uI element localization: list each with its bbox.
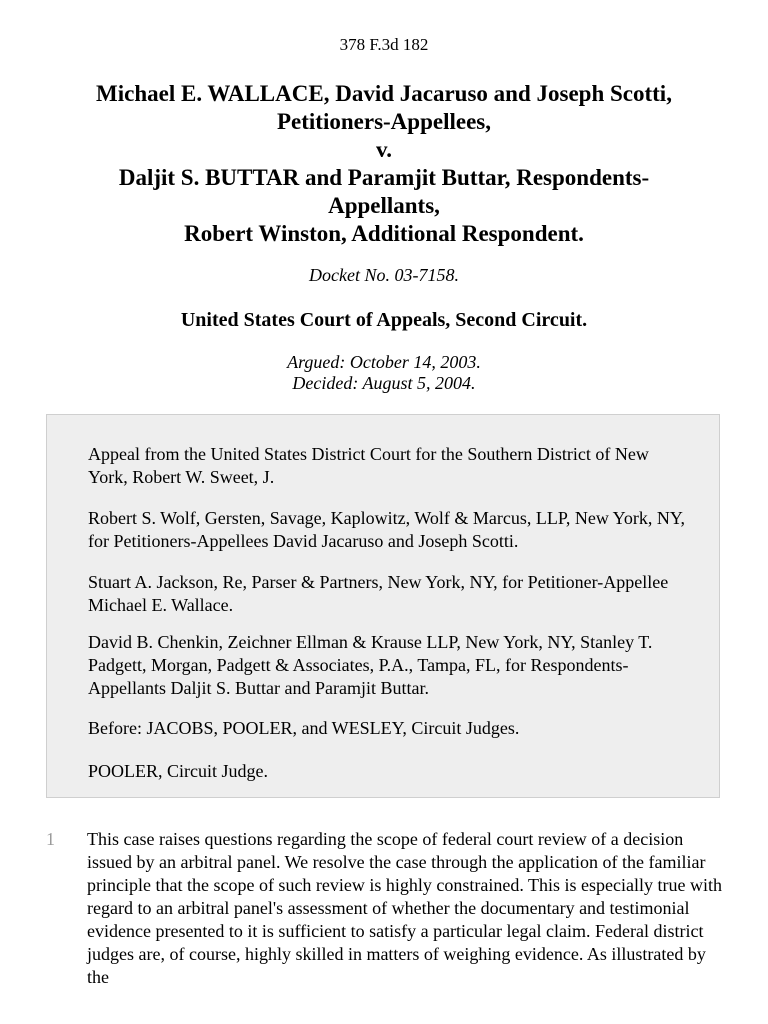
decided-date: Decided: August 5, 2004. bbox=[292, 373, 476, 393]
appeal-from-text: Appeal from the United States District Court for the Southern District of New York, Robert W. Sweet, J. bbox=[88, 444, 649, 487]
caption-additional-respondent: Robert Winston, Additional Respondent. bbox=[184, 221, 584, 246]
court-name: United States Court of Appeals, Second Circuit. bbox=[180, 309, 588, 331]
caption-respondents-role: Appellants, bbox=[328, 193, 440, 218]
paragraph-text: This case raises questions regarding the scope of federal court review of a decision issued by an arbitral panel. We resolve the case through the application of the familiar principle that the scope of such review is highly constrained. This is especially true with regard to an arbitral panel's assessment of whether the documentary and testimonial evidence presented to it is sufficient to satisfy a particular legal claim. Federal district judges are, of course, highly skilled in matters of weighing evidence. As illustrated by the bbox=[87, 829, 723, 987]
case-citation: 378 F.3d 182 bbox=[339, 35, 429, 54]
counsel-respondents: David B. Chenkin, Zeichner Ellman & Krause LLP, New York, NY, Stanley T. Padgett, Morgan, Padgett & Associates, P.A., Tampa, FL, for Respondents-Appellants Daljit S. Buttar and Paramjit Buttar. bbox=[88, 632, 653, 698]
paragraph-number[interactable]: 1 bbox=[46, 829, 55, 849]
judges-panel: Before: JACOBS, POOLER, and WESLEY, Circuit Judges. bbox=[88, 718, 520, 738]
counsel-petitioners-jacaruso-scotti: Robert S. Wolf, Gersten, Savage, Kaplowitz, Wolf & Marcus, LLP, New York, NY, for Petitioners-Appellees David Jacaruso and Joseph Scotti. bbox=[88, 508, 686, 551]
case-info-box bbox=[46, 414, 720, 798]
caption-petitioners-role: Petitioners-Appellees, bbox=[277, 109, 491, 134]
argued-date: Argued: October 14, 2003. bbox=[287, 352, 481, 372]
docket-number: Docket No. 03-7158. bbox=[309, 265, 459, 285]
case-caption bbox=[40, 80, 728, 248]
caption-respondents: Daljit S. BUTTAR and Paramjit Buttar, Respondents- bbox=[118, 165, 650, 190]
opinion-author: POOLER, Circuit Judge. bbox=[88, 761, 268, 781]
caption-versus: v. bbox=[376, 137, 392, 162]
case-dates bbox=[0, 352, 768, 394]
counsel-petitioner-wallace: Stuart A. Jackson, Re, Parser & Partners, New York, NY, for Petitioner-Appellee Michael E. Wallace. bbox=[88, 572, 669, 615]
caption-petitioners: Michael E. WALLACE, David Jacaruso and Joseph Scotti, bbox=[96, 81, 672, 106]
